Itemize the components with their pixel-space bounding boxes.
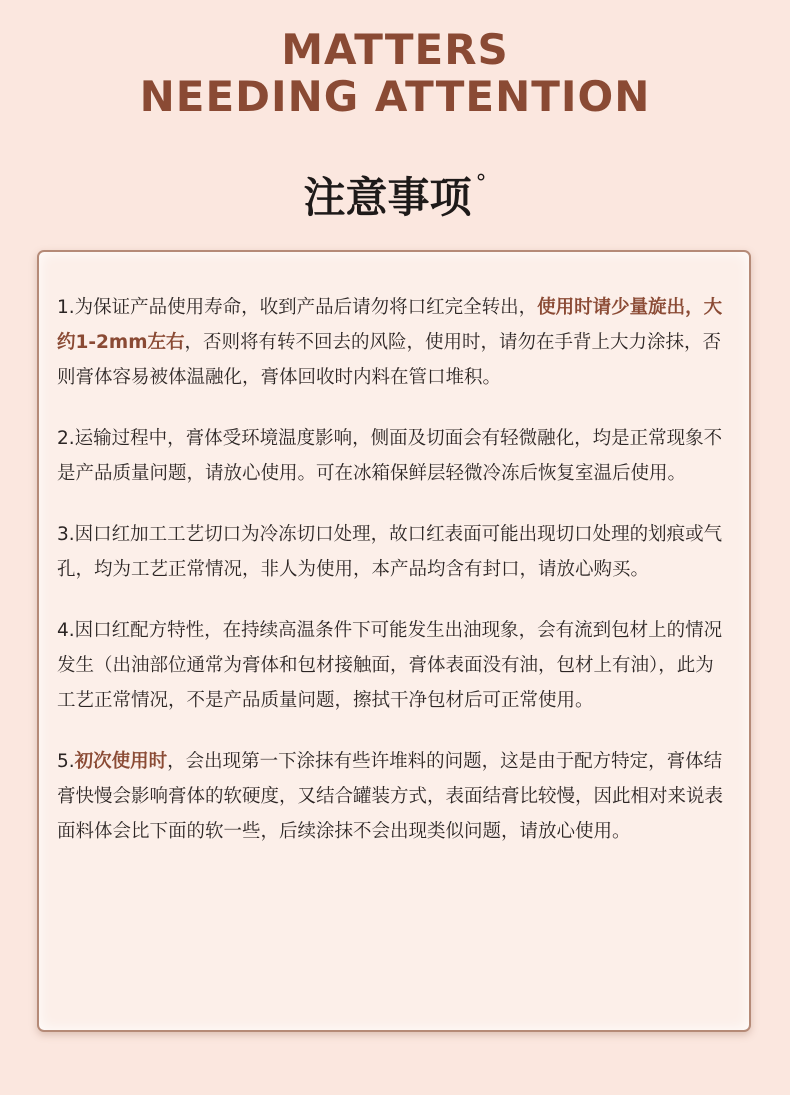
notice-3-text: 3.因口红加工工艺切口为冷冻切口处理，故口红表面可能出现切口处理的划痕或气孔，均为工艺正常情况，非人为使用，本产品均含有封口，请放心购买。 [57, 524, 723, 580]
english-title-line-1: MATTERS [281, 25, 509, 74]
notice-item-4 [57, 613, 729, 718]
notice-item-2 [57, 421, 729, 491]
notice-5-text-before: 5. [57, 751, 75, 772]
chinese-title-text: 注意事项 [303, 173, 472, 222]
notice-item-3 [57, 517, 729, 587]
notice-4-text: 4.因口红配方特性，在持续高温条件下可能发生出油现象，会有流到包材上的情况发生（出油部位通常为膏体和包材接触面，膏体表面没有油，包材上有油），此为工艺正常情况，不是产品质量问题，擦拭干净包材后可正常使用。 [57, 620, 723, 711]
notice-5-highlight: 初次使用时 [74, 751, 168, 772]
notice-5-text-after: ，会出现第一下涂抹有些许堆料的问题，这是由于配方特定，膏体结膏快慢会影响膏体的软硬度，又结合罐装方式，表面结膏比较慢，因此相对来说表面料体会比下面的软一些，后续涂抹不会出现类似问题，请放心使用。 [57, 751, 724, 842]
notice-1-highlight: 使用时请少量旋出，大约1-2mm左右 [57, 297, 723, 353]
english-title [0, 26, 790, 120]
notice-item-5 [57, 744, 729, 849]
notice-1-text-before: 1.为保证产品使用寿命，收到产品后请勿将口红完全转出， [57, 297, 538, 318]
english-title-line-2: NEEDING ATTENTION [139, 72, 651, 121]
notice-item-1 [57, 290, 729, 395]
chinese-title [0, 156, 790, 226]
title-degree-mark: ° [475, 171, 487, 196]
notice-card [37, 250, 751, 1032]
notice-2-text: 2.运输过程中，膏体受环境温度影响，侧面及切面会有轻微融化，均是正常现象不是产品质量问题，请放心使用。可在冰箱保鲜层轻微冷冻后恢复室温后使用。 [57, 428, 723, 484]
notice-1-text-after: ，否则将有转不回去的风险，使用时，请勿在手背上大力涂抹，否则膏体容易被体温融化，膏体回收时内料在管口堆积。 [57, 332, 721, 388]
